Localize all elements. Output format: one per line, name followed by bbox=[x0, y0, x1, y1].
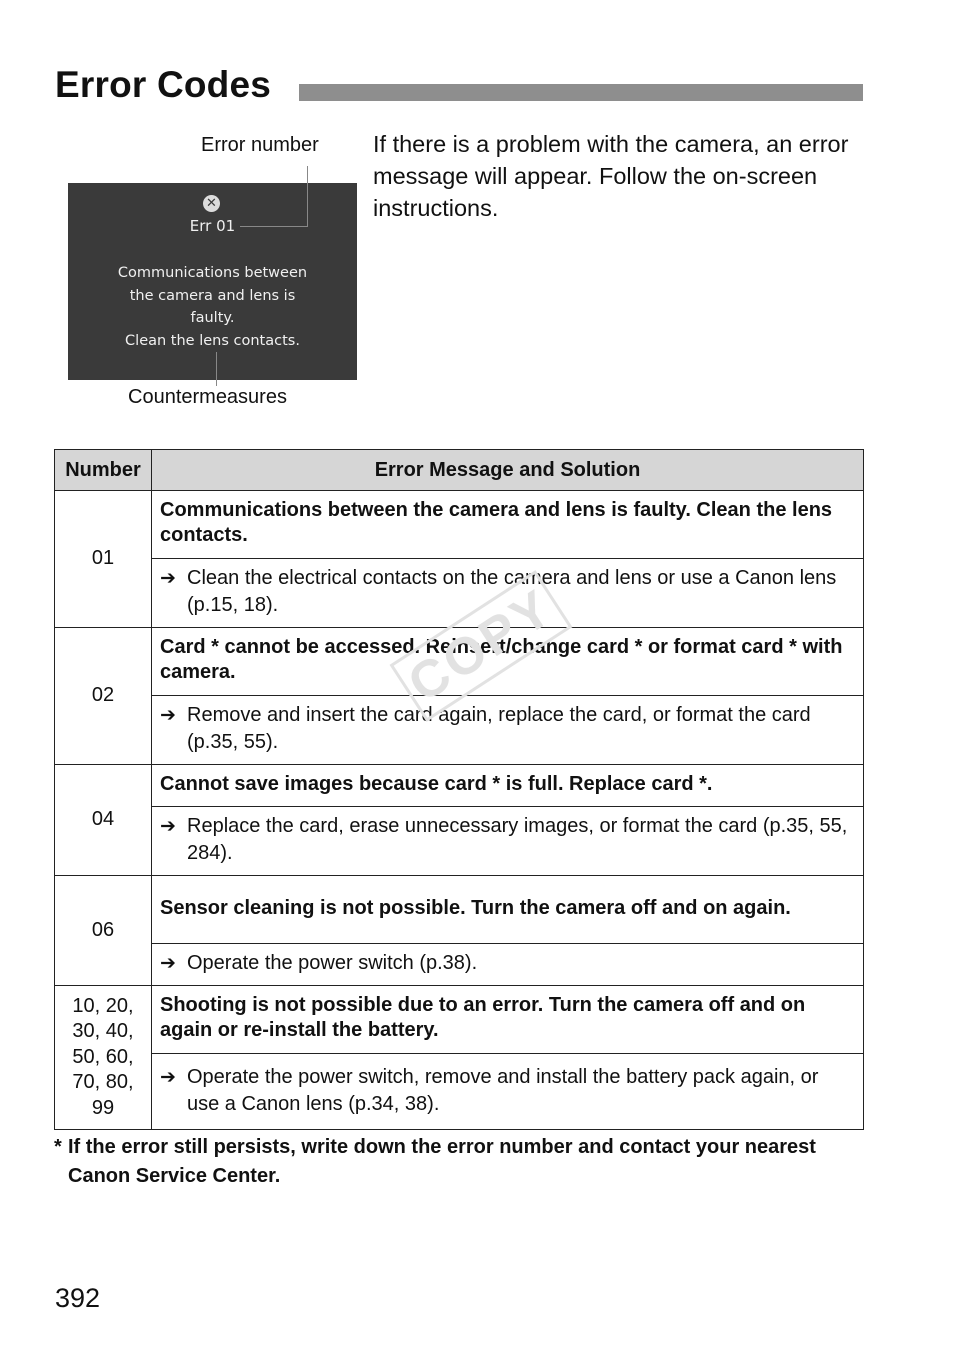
table-row bbox=[55, 1054, 864, 1130]
error-number-cell: 02 bbox=[55, 628, 152, 765]
arrow-right-icon: ➔ bbox=[160, 705, 176, 726]
solution-cell bbox=[152, 1054, 864, 1130]
solution-cell bbox=[152, 559, 864, 628]
error-number-cell: 06 bbox=[55, 876, 152, 986]
solution-cell bbox=[152, 944, 864, 986]
table-row bbox=[55, 491, 864, 559]
arrow-right-icon: ➔ bbox=[160, 953, 176, 974]
table-row bbox=[55, 765, 864, 807]
countermeasures-label: Countermeasures bbox=[128, 386, 287, 408]
title-rule-bar bbox=[299, 84, 863, 101]
page-title: Error Codes bbox=[55, 64, 272, 105]
error-message-cell: Communications between the camera and lens is faulty. Clean the lens contacts. bbox=[152, 491, 864, 559]
arrow-right-icon: ➔ bbox=[160, 816, 176, 837]
footnote-text: If the error still persists, write down the error number and contact your nearest Canon Service Center. bbox=[68, 1136, 816, 1187]
table-row bbox=[55, 944, 864, 986]
solution-text: Operate the power switch, remove and install the battery pack again, or use a Canon lens (p.34, 38). bbox=[187, 1065, 819, 1115]
error-number-cell: 04 bbox=[55, 765, 152, 876]
error-number-label: Error number bbox=[201, 134, 319, 156]
footnote bbox=[54, 1133, 854, 1191]
error-number-leader-vertical bbox=[307, 166, 308, 227]
solution-cell bbox=[152, 807, 864, 876]
column-header-message: Error Message and Solution bbox=[152, 450, 864, 491]
table-header-row bbox=[55, 450, 864, 491]
screen-error-message: Communications between the camera and lens is faulty. Clean the lens contacts. bbox=[117, 265, 308, 349]
footnote-marker: * bbox=[54, 1136, 62, 1158]
column-header-number: Number bbox=[55, 450, 152, 491]
solution-text: Replace the card, erase unnecessary images, or format the card (p.35, 55, 284). bbox=[187, 815, 848, 864]
table-row bbox=[55, 628, 864, 696]
solution-text: Operate the power switch (p.38). bbox=[187, 952, 478, 974]
error-message-cell: Shooting is not possible due to an error. Turn the camera off and on again or re-install the battery. bbox=[152, 986, 864, 1054]
solution-cell bbox=[152, 696, 864, 765]
arrow-right-icon: ➔ bbox=[160, 568, 176, 589]
screen-error-code: Err 01 bbox=[189, 217, 236, 235]
arrow-right-icon: ➔ bbox=[160, 1066, 176, 1088]
error-codes-table bbox=[54, 449, 864, 1130]
table-row bbox=[55, 559, 864, 628]
error-message-cell: Cannot save images because card * is full. Replace card *. bbox=[152, 765, 864, 807]
copy-watermark: COPY bbox=[390, 570, 573, 722]
error-number-cell: 01 bbox=[55, 491, 152, 628]
intro-paragraph: If there is a problem with the camera, an error message will appear. Follow the on-screen instructions. bbox=[373, 131, 849, 221]
table-row bbox=[55, 807, 864, 876]
table-row bbox=[55, 696, 864, 765]
error-message-cell: Sensor cleaning is not possible. Turn the camera off and on again. bbox=[152, 876, 864, 944]
table-row bbox=[55, 986, 864, 1054]
table-row bbox=[55, 876, 864, 944]
camera-lcd-screen bbox=[68, 183, 357, 380]
error-number-cell: 10, 20, 30, 40, 50, 60, 70, 80, 99 bbox=[55, 986, 152, 1130]
solution-text: Clean the electrical contacts on the camera and lens or use a Canon lens (p.15, 18). bbox=[187, 567, 837, 616]
solution-text: Remove and insert the card again, replace the card, or format the card (p.35, 55). bbox=[187, 704, 811, 753]
error-number-leader-horizontal bbox=[240, 226, 308, 227]
circle-x-icon: ✕ bbox=[203, 195, 220, 212]
countermeasures-leader bbox=[216, 352, 217, 386]
error-message-cell: Card * cannot be accessed. Reinsert/change card * or format card * with camera. bbox=[152, 628, 864, 696]
page-number: 392 bbox=[55, 1283, 101, 1313]
